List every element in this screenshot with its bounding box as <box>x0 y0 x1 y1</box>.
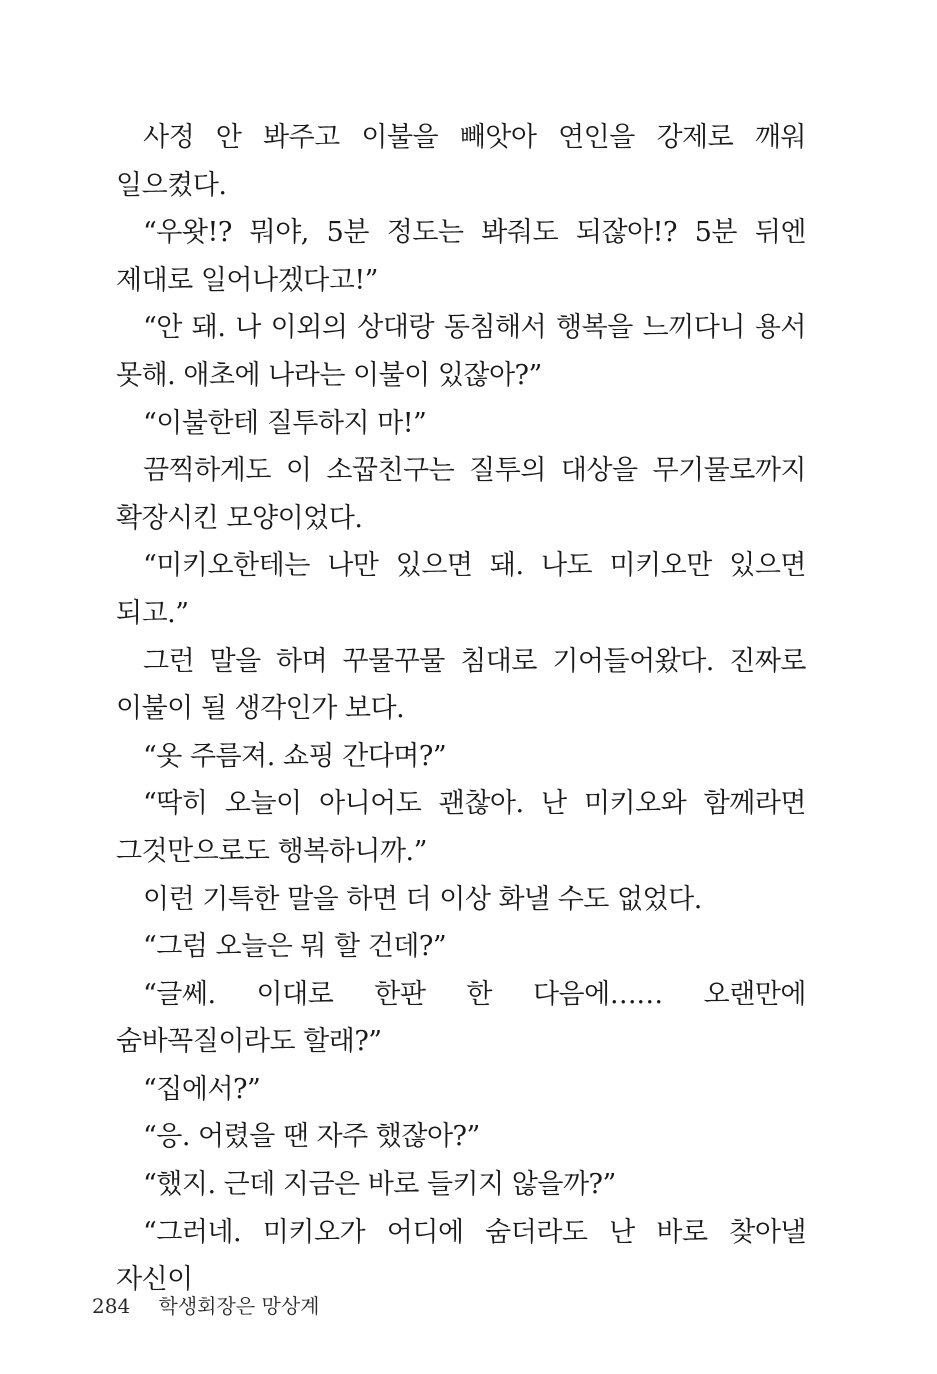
paragraph: “그러네. 미키오가 어디에 숨더라도 난 바로 찾아낼 자신이 <box>116 1216 806 1296</box>
paragraph: “딱히 오늘이 아니어도 괜찮아. 난 미키오와 함께라면 그것만으로도 행복하니까.” <box>116 788 806 867</box>
paragraph: “응. 어렸을 땐 자주 했잖아?” <box>143 1121 480 1153</box>
paragraph: 끔찍하게도 이 소꿉친구는 질투의 대상을 무기물로까지 확장시킨 모양이었다. <box>116 455 806 534</box>
paragraph: “미키오한테는 나만 있으면 돼. 나도 미키오만 있으면 되고.” <box>116 550 806 629</box>
paragraph: “우왓!? 뭐야, 5분 정도는 봐줘도 되잖아!? 5분 뒤엔 제대로 일어나겠다고!” <box>116 217 806 296</box>
running-title: 학생회장은 망상계 <box>158 1294 320 1318</box>
page-body <box>116 114 806 1304</box>
page-footer <box>92 1292 319 1320</box>
paragraph: “그럼 오늘은 뭐 할 건데?” <box>143 931 447 963</box>
page-number: 284 <box>92 1294 131 1318</box>
paragraph: “했지. 근데 지금은 바로 들키지 않을까?” <box>143 1169 616 1201</box>
paragraph: 이런 기특한 말을 하면 더 이상 화낼 수도 없었다. <box>143 883 702 915</box>
paragraph: “안 돼. 나 이외의 상대랑 동침해서 행복을 느끼다니 용서 못해. 애초에 나라는 이불이 있잖아?” <box>116 312 806 391</box>
paragraph: “옷 주름져. 쇼핑 간다며?” <box>143 740 447 772</box>
paragraph: 사정 안 봐주고 이불을 빼앗아 연인을 강제로 깨워 일으켰다. <box>116 122 806 201</box>
paragraph: “글쎄. 이대로 한판 한 다음에…… 오랜만에 숨바꼭질이라도 할래?” <box>116 978 806 1058</box>
paragraph: “이불한테 질투하지 마!” <box>143 407 427 439</box>
paragraph: “집에서?” <box>143 1073 261 1105</box>
paragraph: 그런 말을 하며 꾸물꾸물 침대로 기어들어왔다. 진짜로 이불이 될 생각인가 보다. <box>116 645 806 725</box>
